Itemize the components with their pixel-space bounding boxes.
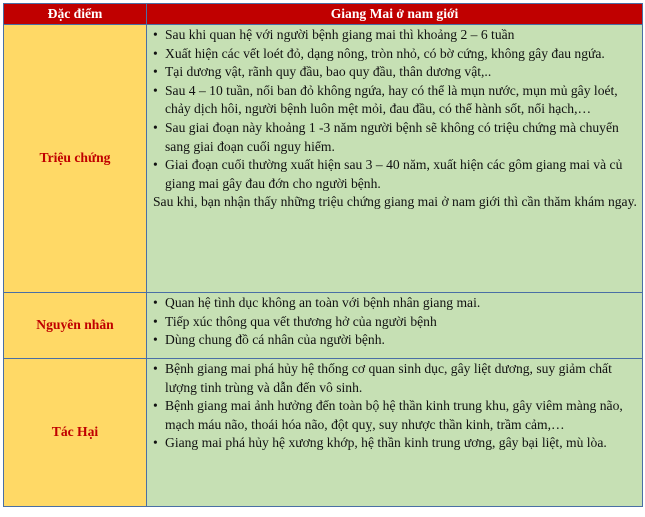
label-symptoms: Triệu chứng — [4, 25, 147, 293]
list-item: • Tiếp xúc thông qua vết thương hở của người bệnh — [153, 313, 437, 329]
list-item: • Bệnh giang mai ảnh hưởng đến toàn bộ hệ thần kinh trung khu, gây viêm màng não, mạch máu não, thoái hóa não, đột quỵ, suy nhược thần kinh, trầm cảm,… — [153, 398, 623, 432]
row-causes — [4, 293, 643, 359]
list-item: • Sau khi quan hệ với người bệnh giang mai thì khoảng 2 – 6 tuần — [153, 27, 515, 42]
content-causes — [147, 293, 643, 359]
header-topic: Giang Mai ở nam giới — [147, 4, 643, 25]
list-item: • Xuất hiện các vết loét đỏ, dạng nông, tròn nhỏ, có bờ cứng, không gây đau ngứa. — [153, 45, 605, 61]
label-harms: Tác Hại — [4, 359, 147, 507]
symptoms-note: Sau khi, bạn nhận thấy những triệu chứng giang mai ở nam giới thì cần thăm khám ngay. — [153, 194, 637, 210]
disease-table — [3, 3, 643, 507]
list-item: • Tại dương vật, rãnh quy đầu, bao quy đầu, thân dương vật,.. — [153, 64, 492, 80]
list-item: • Giang mai phá hủy hệ xương khớp, hệ thần kinh trung ương, gây bại liệt, mù lòa. — [153, 435, 607, 451]
row-symptoms — [4, 25, 643, 293]
label-causes: Nguyên nhân — [4, 293, 147, 359]
list-item: • Dùng chung đồ cá nhân của người bệnh. — [153, 332, 385, 348]
content-harms — [147, 359, 643, 507]
header-feature: Đặc điểm — [4, 4, 147, 25]
content-symptoms — [147, 25, 643, 293]
list-item: • Bệnh giang mai phá hủy hệ thống cơ quan sinh dục, gây liệt dương, suy giảm chất lượng tinh trùng và dẫn đến vô sinh. — [153, 361, 612, 395]
list-item: • Giai đoạn cuối thường xuất hiện sau 3 – 40 năm, xuất hiện các gôm giang mai và củ giang mai gây đau đớn cho người bệnh. — [153, 157, 623, 191]
header-row — [4, 4, 643, 25]
row-harms — [4, 359, 643, 507]
list-item: • Sau giai đoạn này khoảng 1 -3 năm người bệnh sẽ không có triệu chứng mà chuyển sang giai đoạn cuối nguy hiểm. — [153, 119, 619, 154]
list-item: • Sau 4 – 10 tuần, nổi ban đỏ không ngứa, hay có thể là mụn nước, mụn mủ gây loét, chảy dịch hôi, người bệnh luôn mệt mỏi, đau đầu, có thể hành sốt, nổi hạch,… — [153, 82, 618, 117]
list-item: • Quan hệ tình dục không an toàn với bệnh nhân giang mai. — [153, 295, 481, 310]
